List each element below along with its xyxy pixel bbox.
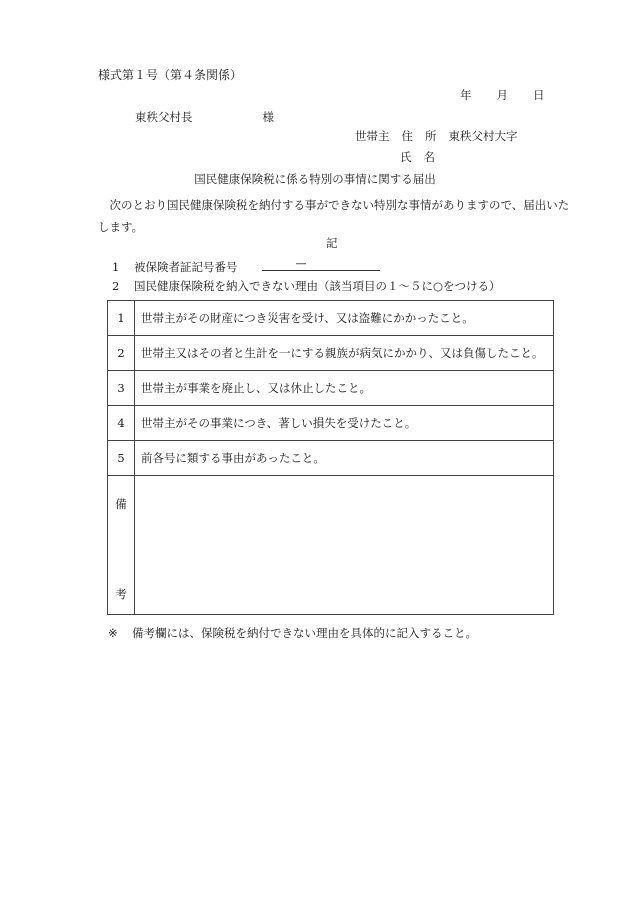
item-insured-number: [112, 257, 380, 274]
applicant-address-line: [355, 131, 518, 143]
address-label-1: 住: [401, 129, 413, 143]
reason-text: 世帯主がその財産につき災害を受け、又は盗難にかかったこと。: [135, 301, 554, 336]
footnote: [108, 628, 477, 640]
reason-text: 世帯主がその事業につき、著しい損失を受けたこと。: [135, 406, 554, 441]
remarks-field[interactable]: [135, 476, 554, 615]
address-label-2: 所: [425, 129, 437, 143]
remarks-label-top: 備: [115, 497, 127, 511]
remarks-label-cell: [108, 476, 135, 615]
item1-number: 1: [112, 260, 120, 274]
reason-number[interactable]: 1: [108, 301, 135, 336]
reasons-table: [107, 300, 554, 615]
reason-text: 前各号に類する事由があったこと。: [135, 441, 554, 476]
item2-label: 国民健康保険税を納入できない理由（該当項目の１～５に○をつける）: [134, 279, 501, 293]
reason-row[interactable]: [108, 371, 554, 406]
addressee-line: [135, 112, 274, 124]
addressee-name: 東秩父村長: [135, 110, 193, 124]
reason-row[interactable]: [108, 406, 554, 441]
reason-number[interactable]: 2: [108, 336, 135, 371]
remarks-label-bottom: 考: [115, 587, 127, 601]
footnote-mark: ※: [108, 626, 118, 640]
date-year-label: 年: [460, 88, 472, 102]
item1-label: 被保険者証記号番号: [134, 260, 238, 274]
footnote-text: 備考欄には、保険税を納付できない理由を具体的に記入すること。: [132, 626, 477, 640]
date-month-label: 月: [496, 88, 508, 102]
reason-number[interactable]: 5: [108, 441, 135, 476]
insured-number-dash: —: [295, 257, 307, 270]
date-line: [460, 90, 545, 102]
reason-text: 世帯主又はその者と生計を一にする親族が病気にかかり、又は負傷したこと。: [135, 336, 554, 371]
reason-row[interactable]: [108, 301, 554, 336]
name-label-1: 氏: [400, 150, 412, 164]
form-number: 様式第１号（第４条関係）: [98, 68, 243, 82]
reason-text: 世帯主が事業を廃止し、又は休止したこと。: [135, 371, 554, 406]
item-reason-heading: [112, 281, 501, 293]
ki-heading: 記: [326, 236, 338, 250]
insured-number-field[interactable]: [262, 257, 380, 271]
remarks-row: [108, 476, 554, 615]
address-value: 東秩父村大字: [448, 129, 518, 143]
name-label-2: 名: [423, 150, 435, 164]
reason-row[interactable]: [108, 441, 554, 476]
item2-number: 2: [112, 279, 120, 293]
reason-number[interactable]: 4: [108, 406, 135, 441]
reason-number[interactable]: 3: [108, 371, 135, 406]
document-title: 国民健康保険税に係る特別の事情に関する届出: [194, 172, 436, 186]
applicant-name-line: [400, 152, 435, 164]
reason-row[interactable]: [108, 336, 554, 371]
date-day-label: 日: [533, 88, 545, 102]
household-head-label: 世帯主: [355, 129, 390, 143]
document-body: 次のとおり国民健康保険税を納付する事ができない特別な事情がありますので、届出いたします。: [98, 198, 570, 234]
addressee-honorific: 様: [262, 110, 274, 124]
